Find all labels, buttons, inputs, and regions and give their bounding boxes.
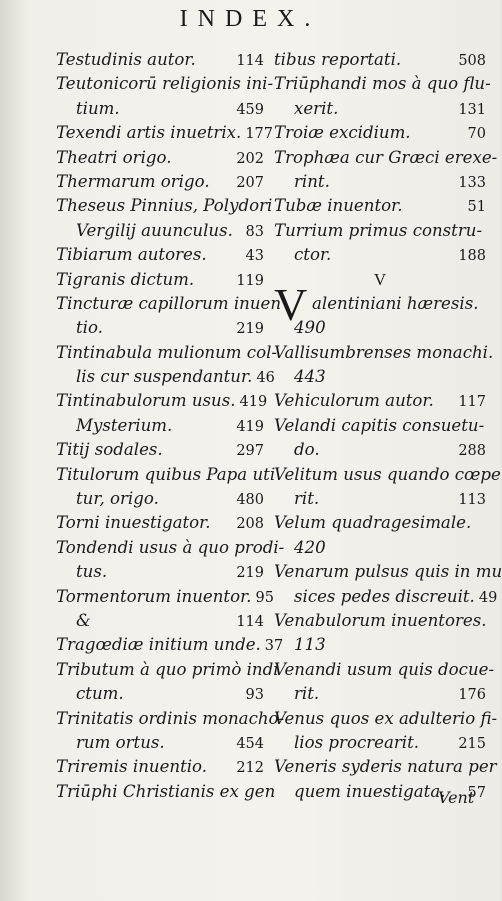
index-entry bbox=[56, 243, 264, 267]
index-entry bbox=[56, 219, 264, 243]
index-entry bbox=[56, 511, 264, 535]
entry-text: Testudinis autor. bbox=[56, 50, 196, 69]
entry-page-number: 454 bbox=[236, 735, 264, 752]
entry-text: tibus reportati. bbox=[274, 50, 402, 69]
entry-text: Theatri origo. bbox=[56, 147, 172, 167]
entry-text: Teutonicorū religionis ini- bbox=[56, 74, 274, 94]
entry-text: Triūphandi mos à quo flu- bbox=[274, 74, 491, 94]
entry-text: Thermarum origo. bbox=[56, 171, 210, 191]
index-entry bbox=[274, 633, 486, 657]
index-entry bbox=[56, 341, 278, 365]
entry-page-number: 215 bbox=[458, 735, 486, 752]
index-entry bbox=[274, 487, 486, 511]
entry-page-number: 95 bbox=[255, 589, 274, 606]
entry-text: Tondendi usus à quo prodi- bbox=[56, 537, 285, 557]
index-entry bbox=[274, 755, 497, 779]
index-entry bbox=[274, 341, 494, 365]
entry-page-number: 49 bbox=[478, 589, 498, 606]
index-entry bbox=[274, 707, 498, 731]
index-entry bbox=[274, 97, 486, 121]
index-entry bbox=[56, 268, 264, 292]
index-entry bbox=[56, 97, 264, 121]
section-letter: V bbox=[373, 269, 387, 289]
entry-text: Velitum usus quando cœpe bbox=[274, 464, 501, 484]
entry-page-number: 219 bbox=[236, 565, 264, 582]
entry-text: Titulorum quibus Papa uti bbox=[56, 464, 276, 484]
entry-text: Triūphi Christianis ex gen bbox=[56, 781, 276, 801]
index-entry bbox=[56, 389, 268, 413]
entry-text: Tincturæ capillorum inuen bbox=[56, 293, 282, 313]
entry-text: do. bbox=[294, 440, 320, 460]
entry-page-number: 43 bbox=[245, 248, 264, 265]
entry-page-number: 70 bbox=[467, 126, 486, 143]
entry-page-number: 117 bbox=[458, 394, 486, 411]
index-entry bbox=[274, 463, 501, 487]
entry-page-number: 459 bbox=[236, 101, 264, 118]
entry-text: Tragœdiæ initium unde. bbox=[56, 635, 261, 655]
index-entry bbox=[56, 658, 279, 682]
index-entry bbox=[274, 48, 486, 72]
index-entry bbox=[274, 219, 486, 243]
entry-text: Trinitatis ordinis monacho- bbox=[56, 708, 285, 728]
entry-text: Vergilij auunculus. bbox=[76, 220, 233, 240]
entry-page-number: 37 bbox=[264, 638, 284, 655]
entry-text: Tigranis dictum. bbox=[56, 269, 195, 289]
entry-text: Triremis inuentio. bbox=[56, 757, 208, 777]
entry-text: Tibiarum autores. bbox=[56, 245, 207, 265]
index-entry bbox=[274, 438, 486, 462]
entry-page-number: 131 bbox=[458, 101, 486, 118]
entry-text: Tintinabulorum usus. bbox=[56, 391, 236, 411]
index-entry bbox=[56, 536, 285, 560]
index-entry bbox=[56, 121, 273, 145]
entry-text: rit. bbox=[294, 489, 320, 509]
entry-page-number: 46 bbox=[256, 370, 275, 387]
entry-page-number: 419 bbox=[236, 418, 264, 435]
entry-text: tium. bbox=[76, 98, 120, 118]
entry-text: tus. bbox=[76, 562, 108, 582]
entry-text: quem inuestigata. bbox=[294, 781, 446, 801]
index-entry-valentiniani: alentiniani hæresis. bbox=[312, 293, 479, 313]
entry-text: xerit. bbox=[294, 98, 339, 118]
entry-text: lios procrearit. bbox=[294, 732, 420, 752]
entry-text: tur, origo. bbox=[76, 489, 159, 509]
entry-page-number: 113 bbox=[458, 492, 486, 509]
index-entry bbox=[56, 292, 282, 316]
index-entry bbox=[274, 731, 486, 755]
entry-text: Vallisumbrenses monachi. bbox=[274, 342, 494, 362]
entry-page-number: 208 bbox=[236, 516, 264, 533]
index-entry bbox=[56, 316, 264, 340]
entry-page-number: 83 bbox=[245, 223, 264, 240]
entry-text: Venarum pulsus quis in mu bbox=[274, 562, 502, 582]
entry-page-number: 219 bbox=[236, 321, 264, 338]
left-column bbox=[56, 48, 285, 804]
index-entry bbox=[274, 170, 486, 194]
catchword: Vent bbox=[438, 788, 475, 807]
index-entry bbox=[56, 414, 264, 438]
entry-page-number: 419 bbox=[239, 394, 268, 411]
entry-text: rum ortus. bbox=[76, 732, 165, 752]
entry-text: & bbox=[76, 610, 91, 630]
index-entry bbox=[274, 560, 502, 584]
index-entry bbox=[56, 707, 285, 731]
entry-text: Tormentorum inuentor. bbox=[56, 586, 252, 606]
entry-text: 443 bbox=[294, 367, 326, 387]
index-entry bbox=[274, 121, 486, 145]
index-entry bbox=[274, 414, 486, 438]
entry-page-number: 212 bbox=[236, 760, 264, 777]
entry-text: Theseus Pinnius, Polydori bbox=[56, 196, 273, 216]
entry-page-number: 114 bbox=[236, 613, 264, 630]
entry-text: Mysterium. bbox=[76, 415, 173, 435]
entry-text: Texendi artis inuetrix. bbox=[56, 123, 242, 143]
index-entry bbox=[56, 365, 275, 389]
entry-page-number: 176 bbox=[458, 687, 486, 704]
entry-page-number: 177 bbox=[245, 126, 273, 143]
index-entry bbox=[274, 585, 498, 609]
entry-text: Velandi capitis consuetu- bbox=[274, 415, 485, 435]
entry-page-number: 288 bbox=[458, 443, 486, 460]
index-entry bbox=[56, 487, 264, 511]
index-entry bbox=[274, 146, 498, 170]
index-entry bbox=[56, 585, 274, 609]
entry-page-number: 119 bbox=[236, 272, 264, 289]
index-entry bbox=[56, 170, 264, 194]
index-entry bbox=[56, 755, 264, 779]
entry-text: Venandi usum quis docue- bbox=[274, 659, 495, 679]
entry-text: 113 bbox=[294, 635, 326, 655]
index-entry bbox=[56, 560, 264, 584]
entry-text: Velum quadragesimale. bbox=[274, 513, 472, 533]
index-entry bbox=[274, 243, 486, 267]
entry-text: tio. bbox=[76, 318, 103, 338]
entry-page-number: 508 bbox=[458, 53, 486, 69]
index-entry bbox=[274, 194, 486, 218]
index-entry bbox=[56, 438, 264, 462]
index-entry bbox=[274, 365, 486, 389]
entry-page-number: 51 bbox=[467, 199, 486, 216]
entry-text: rint. bbox=[294, 171, 330, 191]
entry-page-number: 93 bbox=[245, 687, 264, 704]
right-column bbox=[274, 48, 502, 804]
entry-page-number: 297 bbox=[236, 443, 264, 460]
entry-text: Vehiculorum autor. bbox=[274, 391, 434, 411]
index-entry bbox=[56, 146, 264, 170]
entry-page-number: 207 bbox=[236, 174, 264, 191]
index-entry bbox=[274, 682, 486, 706]
index-entry bbox=[56, 780, 276, 804]
index-entry bbox=[274, 658, 495, 682]
entry-text: Tubæ inuentor. bbox=[274, 196, 403, 216]
index-entry bbox=[56, 194, 273, 218]
entry-page-number: 188 bbox=[458, 248, 486, 265]
index-entry bbox=[274, 389, 486, 413]
entry-text: rit. bbox=[294, 684, 320, 704]
entry-text: Tributum à quo primò indi bbox=[56, 659, 279, 679]
entry-text: Venus quos ex adulterio fi- bbox=[274, 708, 498, 728]
entry-text: Venabulorum inuentores. bbox=[274, 610, 487, 630]
entry-text: lis cur suspendantur. bbox=[76, 367, 253, 387]
index-entry bbox=[56, 463, 276, 487]
entry-text: sices pedes discreuit. bbox=[294, 586, 475, 606]
index-entry bbox=[56, 48, 264, 72]
entry-text: Tintinabula mulionum col- bbox=[56, 342, 278, 362]
index-entry bbox=[274, 511, 486, 535]
entry-text: Torni inuestigator. bbox=[56, 513, 211, 533]
entry-page-number: 57 bbox=[467, 784, 486, 801]
entry-page-number: 480 bbox=[236, 492, 264, 509]
entry-text: Veneris syderis natura per bbox=[274, 757, 497, 777]
entry-text: ctum. bbox=[76, 684, 124, 704]
index-entry bbox=[56, 72, 274, 96]
entry-text: 420 bbox=[294, 537, 326, 557]
drop-cap: V bbox=[274, 279, 308, 330]
entry-text: Titij sodales. bbox=[56, 440, 163, 460]
index-entry bbox=[274, 609, 486, 633]
entry-page-number: 114 bbox=[236, 53, 264, 69]
entry-text: Troiæ excidium. bbox=[274, 123, 411, 143]
page-title: INDEX. bbox=[179, 6, 321, 32]
index-entry bbox=[56, 682, 264, 706]
entry-text: Turrium primus constru- bbox=[274, 220, 483, 240]
index-entry bbox=[274, 536, 486, 560]
entry-text: ctor. bbox=[294, 245, 332, 265]
entry-page-number: 133 bbox=[458, 174, 486, 191]
index-entry bbox=[56, 609, 264, 633]
index-entry-page: 490 bbox=[294, 318, 326, 338]
entry-page-number: 202 bbox=[236, 150, 264, 167]
index-entry bbox=[56, 731, 264, 755]
index-entry bbox=[274, 72, 491, 96]
index-entry bbox=[56, 633, 284, 657]
entry-text: Trophæa cur Græci erexe- bbox=[274, 147, 498, 167]
